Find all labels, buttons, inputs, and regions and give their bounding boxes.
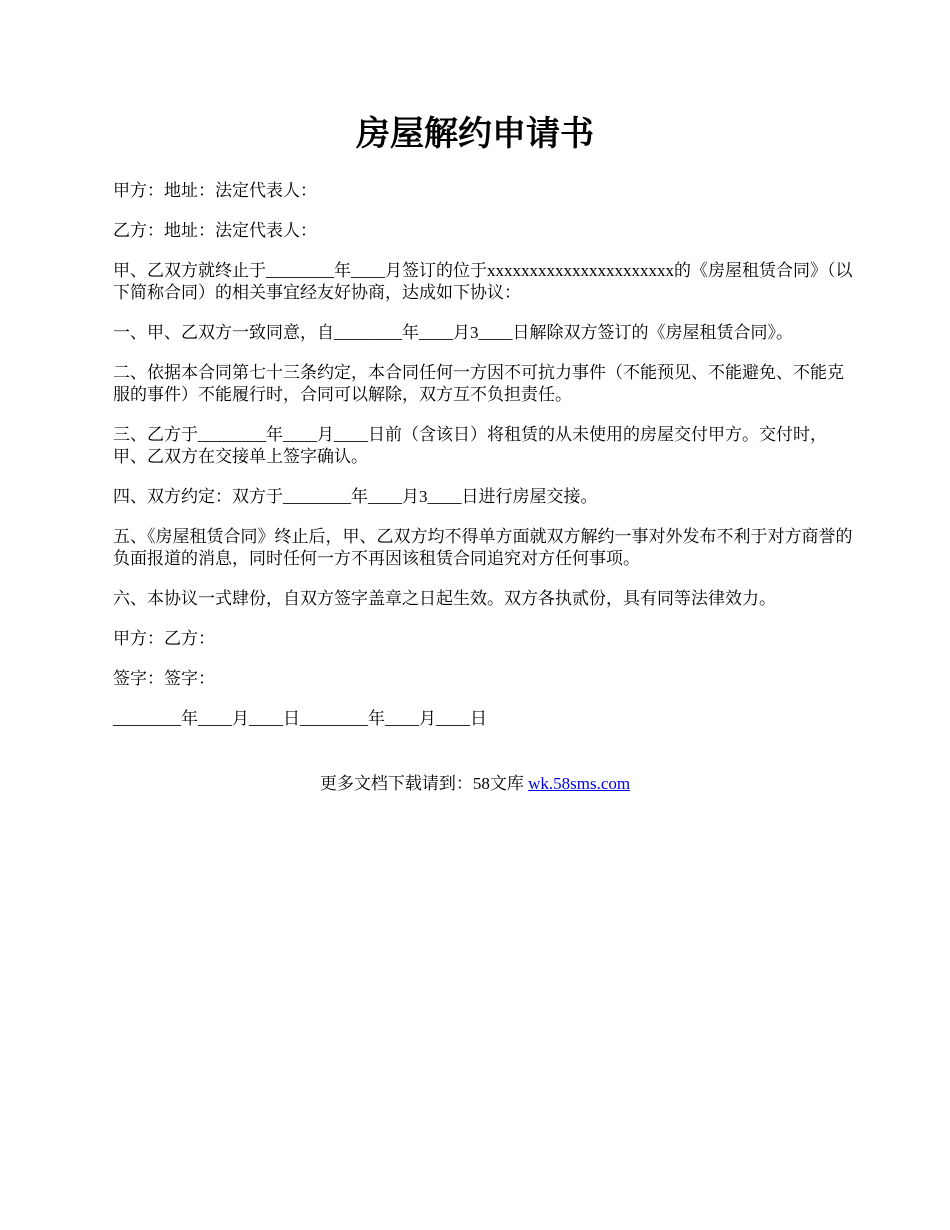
clause-6: 六、本协议一式肆份，自双方签字盖章之日起生效。双方各执贰份，具有同等法律效力。 [113,589,776,608]
signature-parties: 甲方：乙方： [113,629,215,648]
document-title: 房屋解约申请书 [356,116,594,153]
party-a-info: 甲方：地址：法定代表人： [113,181,317,200]
clause-2: 二、依据本合同第七十三条约定，本合同任何一方因不可抗力事件（不能预见、不能避免、不能克服的事件）不能履行时，合同可以解除，双方互不负担责任。 [113,363,844,404]
footer-link[interactable]: wk.58sms.com [528,774,631,793]
clause-5: 五、《房屋租赁合同》终止后，甲、乙双方均不得单方面就双方解约一事对外发布不利于对方商誉的负面报道的消息，同时任何一方不再因该租赁合同追究对方任何事项。 [113,527,853,568]
clause-1: 一、甲、乙双方一致同意，自________年____月3____日解除双方签订的《房屋租赁合同》。 [113,323,793,342]
document-body [113,180,853,748]
party-b-info: 乙方：地址：法定代表人： [113,221,317,240]
clause-4: 四、双方约定：双方于________年____月3____日进行房屋交接。 [113,487,598,506]
footer-text: 更多文档下载请到：58文库 [319,774,529,793]
clause-3: 三、乙方于________年____月____日前（含该日）将租赁的从未使用的房屋交付甲方。交付时，甲、乙双方在交接单上签字确认。 [113,425,827,466]
signature-dates: ________年____月____日________年____月____日 [113,709,487,728]
footer [0,773,950,795]
signature-lines: 签字：签字： [113,669,215,688]
preamble-paragraph: 甲、乙双方就终止于________年____月签订的位于xxxxxxxxxxxxxxxxxxxxxx的《房屋租赁合同》（以下简称合同）的相关事宜经友好协商，达成如下协议： [113,261,853,302]
